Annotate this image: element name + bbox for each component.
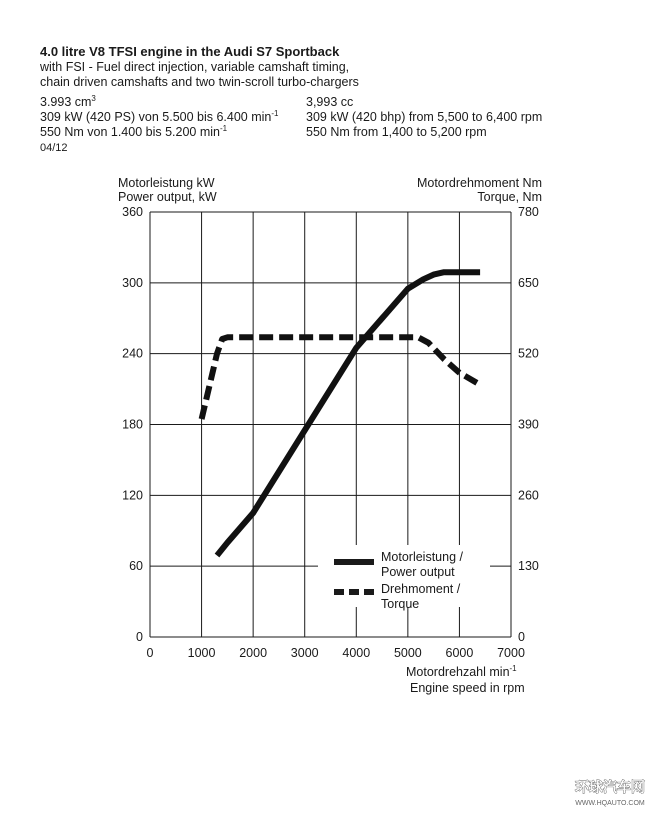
y-right-tick-label: 260 xyxy=(518,488,539,503)
x-tick-label: 6000 xyxy=(445,646,474,660)
y-left-tick-label: 360 xyxy=(122,205,143,219)
y-right-tick-label: 0 xyxy=(518,630,525,644)
right-axis-title-1: Motordrehmoment Nm xyxy=(416,176,542,190)
legend-torque-label-2: Torque xyxy=(381,597,420,611)
left-axis-title-1: Motorleistung kW xyxy=(118,176,215,190)
right-axis-title-2: Torque, Nm xyxy=(477,190,542,204)
subtitle-line-2: chain driven camshafts and two twin-scroll turbo-chargers xyxy=(40,75,359,89)
x-tick-label: 2000 xyxy=(239,646,268,660)
x-tick-label: 7000 xyxy=(497,646,525,660)
spec-de-power: 309 kW (420 PS) von 5.500 bis 6.400 $\min^{-1}$ xyxy=(40,109,279,124)
watermark-url: WWW.HQAUTO.COM xyxy=(575,800,645,807)
x-tick-label: 4000 xyxy=(342,646,371,660)
x-tick-label: 0 xyxy=(146,646,154,660)
spec-en-power: 309 kW (420 bhp) from 5,500 to 6,400 rpm xyxy=(306,110,543,124)
y-right-tick-label: 650 xyxy=(518,275,539,290)
y-right-tick-label: 390 xyxy=(518,417,539,432)
date-label: 04/12 xyxy=(40,142,68,154)
legend-torque-label-1: Drehmoment / xyxy=(381,582,461,596)
x-tick-label: 5000 xyxy=(393,646,422,660)
y-left-tick-label: 120 xyxy=(122,488,143,503)
y-left-tick-label: 300 xyxy=(122,275,143,290)
spec-de-torque: 550 Nm von 1.400 bis 5.200 $\min^{-1}$ xyxy=(40,124,228,139)
subtitle-line-1: with FSI - Fuel direct injection, variable camshaft timing, xyxy=(40,60,350,74)
x-tick-label: 3000 xyxy=(290,646,319,660)
y-right-tick-label: 130 xyxy=(518,559,539,574)
watermark-logo xyxy=(566,774,654,810)
torque-series-line xyxy=(202,337,481,419)
left-axis-title-2: Power output, kW xyxy=(118,190,217,204)
data-series xyxy=(202,272,481,555)
spec-de-displacement: 3.993 $cm^3$ xyxy=(40,94,96,109)
spec-en-displacement: 3,993 cc xyxy=(306,95,354,109)
y-left-tick-label: 0 xyxy=(136,630,143,644)
x-tick-label: 1000 xyxy=(187,646,216,660)
chart-title: 4.0 litre V8 TFSI engine in the Audi S7 Sportback xyxy=(40,44,340,59)
spec-en-torque: 550 Nm from 1,400 to 5,200 rpm xyxy=(306,125,487,139)
legend-power-label-2: Power output xyxy=(381,565,455,579)
y-left-tick-label: 60 xyxy=(129,559,143,574)
legend xyxy=(318,545,490,611)
bottom-axis-title-1: Motordrehzahl $\min^{-1}$ xyxy=(406,664,517,679)
y-right-tick-label: 520 xyxy=(518,346,539,361)
power-series-line xyxy=(217,272,480,555)
y-left-tick-label: 240 xyxy=(122,346,143,361)
y-right-tick-label: 780 xyxy=(518,205,539,219)
watermark-text: 环球汽车网 xyxy=(575,779,645,795)
legend-power-label-1: Motorleistung / xyxy=(381,550,463,564)
bottom-axis-title-2: Engine speed in rpm xyxy=(410,681,525,695)
y-left-tick-label: 180 xyxy=(122,417,143,432)
